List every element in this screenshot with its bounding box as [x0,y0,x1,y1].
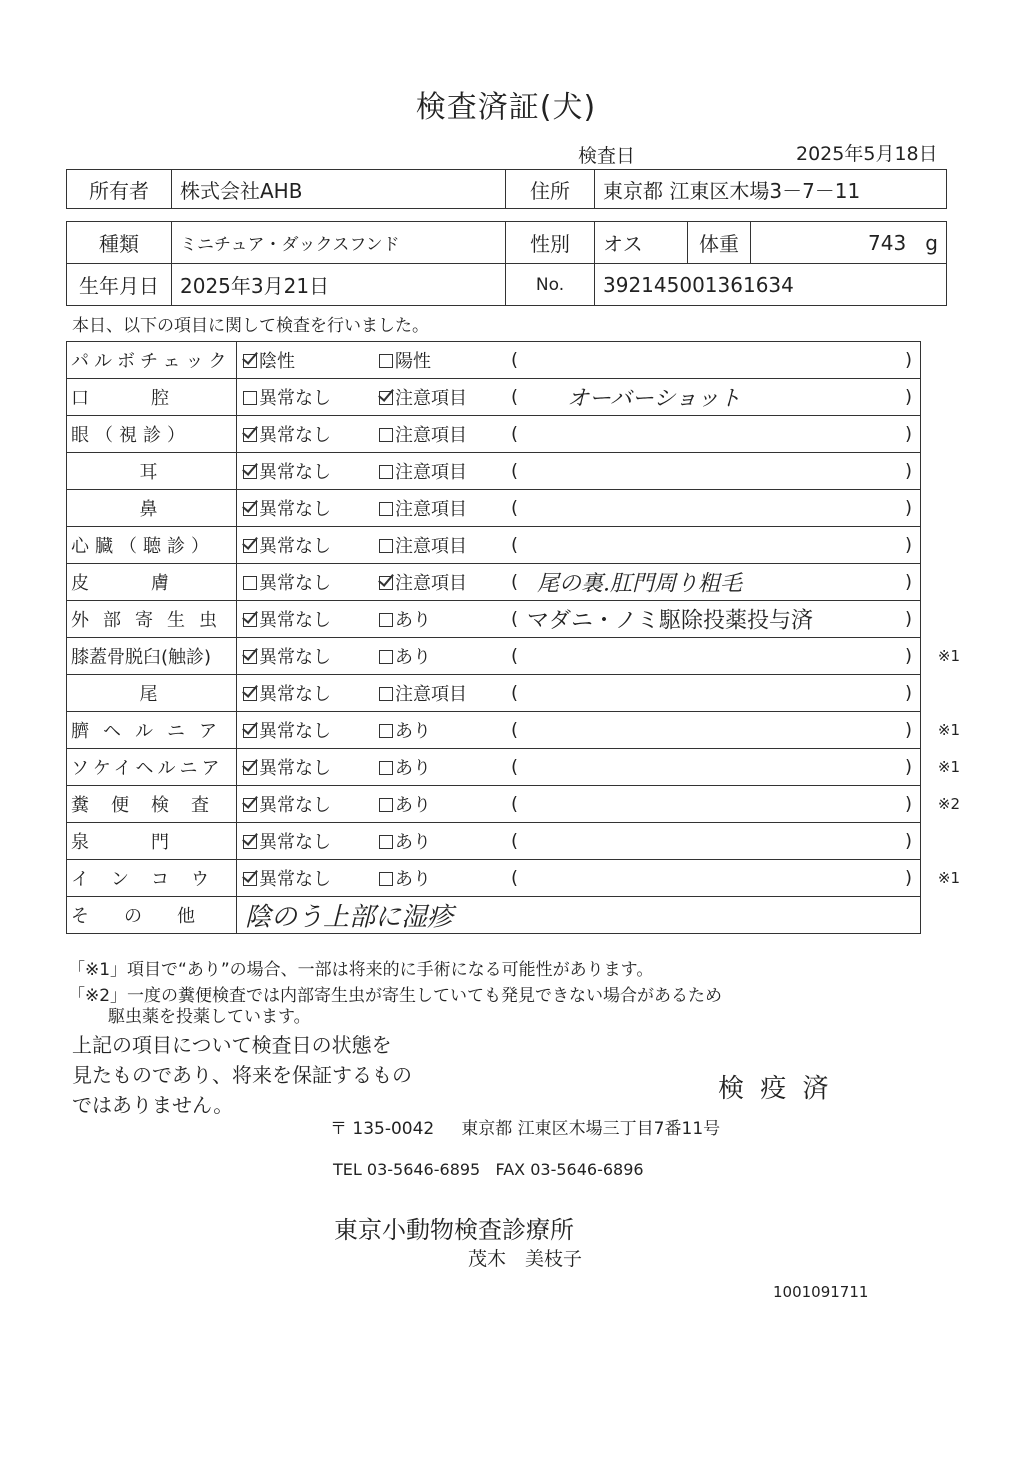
clinic-fax: FAX 03-5646-6896 [495,1160,644,1179]
serial-number: 1001091711 [773,1283,869,1301]
exam-item-name [67,342,237,379]
exam-item-label: 泉門 [71,832,231,853]
exam-table [66,341,960,934]
address-label: 住所 [506,170,595,209]
unchecked-box-icon [379,428,393,442]
option-label: あり [395,869,431,890]
exam-row [67,749,921,786]
exam-item-result [237,564,921,601]
result-option [243,569,331,595]
result-option [243,532,331,558]
clinic-name: 東京小動物検査診療所 [334,1216,574,1244]
option-label: あり [395,758,431,779]
checked-box-icon [243,835,257,849]
open-paren: ( [511,682,519,704]
option-label: 注意項目 [395,499,467,520]
exam-item-label: インコウ [71,869,231,890]
exam-row-other [67,897,921,934]
result-option [243,606,331,632]
exam-item-label: パルボチェック [71,351,232,372]
close-paren: ) [904,719,912,741]
exam-item-label: 臍ヘルニア [71,721,231,742]
open-paren: ( [511,423,519,445]
exam-item-label: 糞便検査 [71,795,231,816]
address-value: 東京都 江東区木場3－7－11 [595,170,947,209]
exam-item-name [67,638,237,675]
document-title: 検査済証(犬) [415,90,597,125]
exam-item-result [237,675,921,712]
exam-item-result [237,638,960,675]
exam-row [67,786,921,823]
option-label: 異常なし [259,721,331,742]
exam-item-name [67,749,237,786]
exam-item-label: 鼻 [139,499,158,520]
unchecked-box-icon [379,539,393,553]
close-paren: ) [904,645,912,667]
clinic-tel: TEL 03-5646-6895 [333,1160,481,1179]
open-paren: ( [511,719,519,741]
unchecked-box-icon [379,761,393,775]
exam-item-name [67,564,237,601]
close-paren: ) [904,423,912,445]
result-option [379,828,431,854]
exam-item-name [67,860,237,897]
option-label: 注意項目 [395,425,467,446]
close-paren: ) [904,571,912,593]
weight-cell [751,222,947,264]
exam-row [67,860,921,897]
checked-box-icon [243,724,257,738]
footnote-2: 「※2」一度の糞便検査では内部寄生虫が寄生していても発見できない場合があるため [68,986,723,1006]
exam-item-result [237,860,960,897]
no-value: 392145001361634 [595,264,947,306]
option-label: 陽性 [395,351,431,372]
checked-box-icon [243,354,257,368]
exam-item-label: 心臓（聴診） [71,536,215,557]
weight-unit: g [925,230,938,255]
exam-item-label: その他 [71,906,230,927]
clinic-address-line [330,1114,720,1139]
result-option [243,458,331,484]
result-option [379,421,467,447]
checked-box-icon [243,798,257,812]
breed-value: ミニチュア・ダックスフンド [172,222,506,264]
option-label: 異常なし [259,388,331,409]
result-option [379,458,467,484]
checked-box-icon [243,502,257,516]
exam-item-result [237,342,921,379]
unchecked-box-icon [243,576,257,590]
unchecked-box-icon [379,872,393,886]
result-option [243,828,331,854]
option-label: 異常なし [259,869,331,890]
option-label: 異常なし [259,499,331,520]
owner-label: 所有者 [67,170,172,209]
open-paren: ( [511,645,519,667]
unchecked-box-icon [379,687,393,701]
exam-item-name [67,823,237,860]
dob-value: 2025年3月21日 [172,264,506,306]
option-label: 異常なし [259,647,331,668]
exam-item-label: 外部寄生虫 [71,610,231,631]
weight-label: 体重 [688,222,751,264]
veterinarian-name: 茂木 美枝子 [468,1248,583,1270]
open-paren: ( [511,830,519,852]
weight-value: 743 [868,230,907,255]
unchecked-box-icon [243,391,257,405]
exam-row [67,379,921,416]
exam-item-result [237,712,960,749]
option-label: あり [395,721,431,742]
result-option [379,606,431,632]
exam-item-name [67,675,237,712]
result-option [379,680,467,706]
checked-box-icon [243,872,257,886]
checked-box-icon [243,613,257,627]
option-label: 異常なし [259,425,331,446]
exam-item-label: ソケイヘルニア [71,758,224,779]
result-option [379,532,467,558]
exam-note: オーバーショット [567,386,742,412]
disclaimer-line: 上記の項目について検査日の状態を [72,1033,392,1057]
exam-row [67,712,921,749]
no-label: No. [506,264,595,306]
checked-box-icon [243,539,257,553]
unchecked-box-icon [379,502,393,516]
option-label: 注意項目 [395,684,467,705]
result-option [379,384,467,410]
result-option [243,421,331,447]
sex-label: 性別 [506,222,595,264]
exam-item-name [67,379,237,416]
close-paren: ) [904,830,912,852]
open-paren: ( [511,571,519,593]
reference-mark: ※1 [937,647,960,665]
exam-row [67,490,921,527]
clinic-postal: 〒 135-0042 [330,1119,435,1139]
exam-item-name [67,601,237,638]
checked-box-icon [243,650,257,664]
exam-row [67,564,921,601]
exam-item-name [67,897,237,934]
reference-mark: ※1 [937,869,960,887]
unchecked-box-icon [379,650,393,664]
checked-box-icon [243,687,257,701]
result-option [243,717,331,743]
result-option [379,643,431,669]
footnote-2-cont: 駆虫薬を投薬しています。 [108,1007,311,1027]
result-option [379,865,431,891]
exam-note: マダニ・ノミ駆除投薬投与済 [527,608,814,634]
option-label: 注意項目 [395,462,467,483]
exam-item-name [67,490,237,527]
footnote-1: 「※1」項目で“あり”の場合、一部は将来的に手術になる可能性があります。 [68,960,654,980]
checked-box-icon [243,761,257,775]
result-option [243,680,331,706]
exam-row [67,601,921,638]
result-option [379,495,467,521]
option-label: 陰性 [259,351,295,372]
option-label: 異常なし [259,462,331,483]
open-paren: ( [511,608,519,630]
result-option [243,791,331,817]
result-option [379,754,431,780]
other-result [237,897,921,934]
result-option [243,347,295,373]
exam-item-name [67,416,237,453]
open-paren: ( [511,386,519,408]
close-paren: ) [904,349,912,371]
option-label: 異常なし [259,684,331,705]
close-paren: ) [904,497,912,519]
other-note: 陰のう上部に湿疹 [245,902,454,933]
exam-row [67,527,921,564]
option-label: 異常なし [259,573,331,594]
reference-mark: ※1 [937,758,960,776]
open-paren: ( [511,793,519,815]
unchecked-box-icon [379,835,393,849]
exam-date-label: 検査日 [578,145,636,167]
exam-row [67,416,921,453]
exam-item-name [67,453,237,490]
option-label: あり [395,832,431,853]
exam-item-result [237,749,960,786]
result-option [379,717,431,743]
owner-value: 株式会社AHB [172,170,506,209]
checked-box-icon [243,465,257,479]
exam-item-label: 尾 [139,684,158,705]
dob-label: 生年月日 [67,264,172,306]
disclaimer-statement [72,1030,412,1120]
option-label: 注意項目 [395,388,467,409]
exam-date-value: 2025年5月18日 [796,143,938,165]
unchecked-box-icon [379,798,393,812]
exam-item-label: 口腔 [71,388,231,409]
exam-item-result [237,453,921,490]
result-option [243,865,331,891]
disclaimer-line: ではありません。 [72,1093,234,1117]
unchecked-box-icon [379,724,393,738]
option-label: あり [395,795,431,816]
exam-item-result [237,490,921,527]
exam-item-result [237,379,921,416]
exam-row [67,823,921,860]
result-option [243,643,331,669]
quarantine-stamp: 検 疫 済 [718,1074,833,1104]
exam-item-label: 皮膚 [71,573,231,594]
owner-table [66,169,947,209]
close-paren: ) [904,867,912,889]
exam-item-label: 眼（視診） [71,425,191,446]
exam-item-result [237,416,921,453]
option-label: 異常なし [259,536,331,557]
open-paren: ( [511,460,519,482]
exam-item-result [237,527,921,564]
option-label: 異常なし [259,832,331,853]
open-paren: ( [511,534,519,556]
pet-table [66,221,947,306]
exam-item-result [237,786,960,823]
close-paren: ) [904,460,912,482]
result-option [243,754,331,780]
option-label: あり [395,610,431,631]
exam-item-name [67,527,237,564]
exam-item-label: 膝蓋骨脱臼(触診) [71,647,212,668]
reference-mark: ※2 [937,795,960,813]
option-label: 異常なし [259,758,331,779]
breed-label: 種類 [67,222,172,264]
checked-box-icon [379,391,393,405]
disclaimer-line: 見たものであり、将来を保証するもの [72,1063,412,1087]
exam-row [67,453,921,490]
option-label: 注意項目 [395,536,467,557]
open-paren: ( [511,349,519,371]
exam-row [67,675,921,712]
result-option [243,495,331,521]
option-label: 異常なし [259,610,331,631]
close-paren: ) [904,386,912,408]
open-paren: ( [511,867,519,889]
exam-row [67,638,921,675]
option-label: あり [395,647,431,668]
exam-item-result [237,823,921,860]
exam-item-name [67,786,237,823]
exam-item-name [67,712,237,749]
close-paren: ) [904,756,912,778]
close-paren: ) [904,608,912,630]
reference-mark: ※1 [937,721,960,739]
result-option [243,384,331,410]
close-paren: ) [904,534,912,556]
intro-text: 本日、以下の項目に関して検査を行いました。 [72,316,429,336]
result-option [379,347,431,373]
unchecked-box-icon [379,465,393,479]
option-label: 注意項目 [395,573,467,594]
exam-item-result [237,601,921,638]
close-paren: ) [904,793,912,815]
exam-note: 尾の裏.肛門周り粗毛 [537,571,742,597]
checked-box-icon [379,576,393,590]
sex-value: オス [595,222,688,264]
unchecked-box-icon [379,354,393,368]
clinic-contact-line [333,1160,644,1179]
unchecked-box-icon [379,613,393,627]
checked-box-icon [243,428,257,442]
result-option [379,569,467,595]
open-paren: ( [511,497,519,519]
exam-row [67,342,921,379]
result-option [379,791,431,817]
clinic-address: 東京都 江東区木場三丁目7番11号 [461,1119,721,1139]
close-paren: ) [904,682,912,704]
open-paren: ( [511,756,519,778]
option-label: 異常なし [259,795,331,816]
exam-item-label: 耳 [139,462,158,483]
